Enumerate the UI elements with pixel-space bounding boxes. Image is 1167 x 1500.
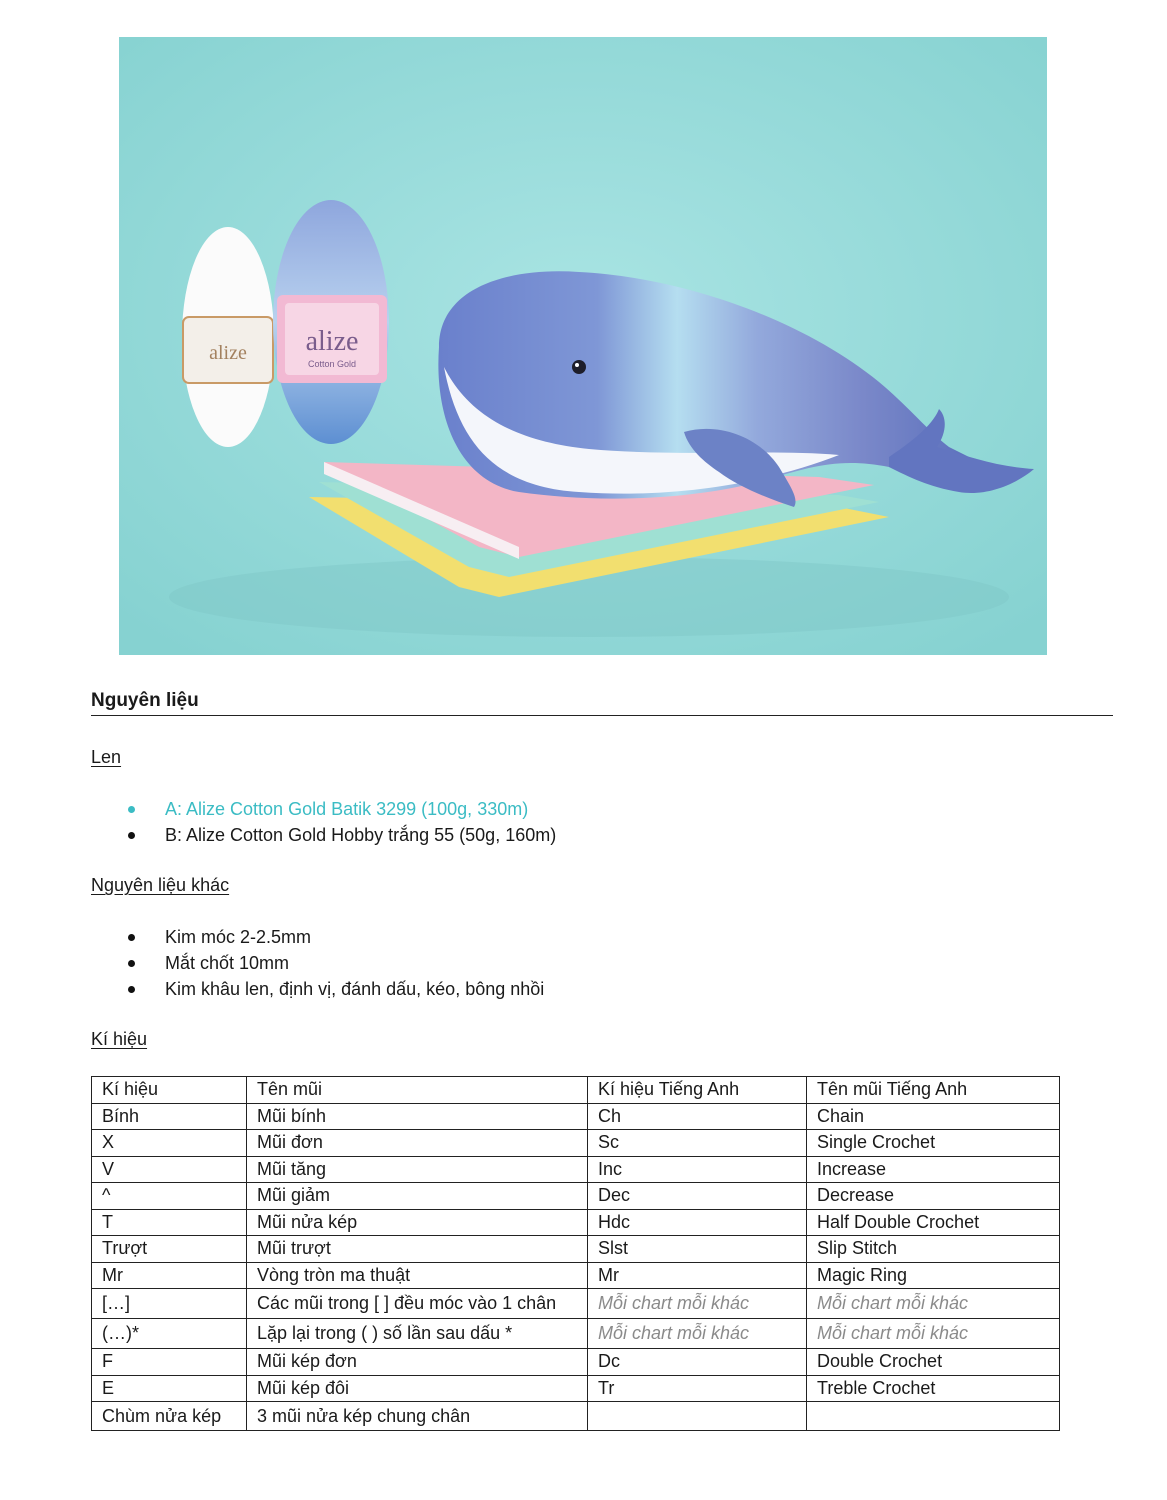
table-row [92,1130,1060,1157]
table-row [92,1183,1060,1210]
table-cell: Chain [807,1103,1060,1130]
list-item: Kim khâu len, định vị, đánh dấu, kéo, bông nhồi [128,976,544,1002]
table-row [92,1103,1060,1130]
table-cell: (…)* [92,1319,247,1349]
table-cell: T [92,1209,247,1236]
table-row [92,1402,1060,1431]
table-cell: Mũi nửa kép [247,1209,588,1236]
yarn1-brand-text: alize [209,342,247,364]
table-row [92,1156,1060,1183]
table-cell: E [92,1375,247,1402]
table-cell: Mũi giảm [247,1183,588,1210]
other-materials-list [128,924,544,1002]
table-cell: X [92,1130,247,1157]
whale-photo [119,37,1047,655]
table-cell: Mũi tăng [247,1156,588,1183]
table-row [92,1349,1060,1376]
table-cell: V [92,1156,247,1183]
table-cell: Double Crochet [807,1349,1060,1376]
table-cell: Tr [588,1375,807,1402]
table-cell: Magic Ring [807,1262,1060,1289]
section-title: Nguyên liệu [91,690,1113,716]
table-row [92,1375,1060,1402]
table-row [92,1236,1060,1263]
header-cell: Kí hiệu [92,1077,247,1104]
symbols-heading: Kí hiệu [91,1029,148,1049]
table-cell: Slip Stitch [807,1236,1060,1263]
table-cell: Bính [92,1103,247,1130]
yarn-heading: Len [91,747,122,767]
table-cell [807,1402,1060,1431]
white-yarn-skein [182,227,274,447]
table-cell: Dc [588,1349,807,1376]
table-cell: Slst [588,1236,807,1263]
table-cell: Trượt [92,1236,247,1263]
table-row [92,1289,1060,1319]
table-cell: Increase [807,1156,1060,1183]
table-header-row [92,1077,1060,1104]
header-cell: Kí hiệu Tiếng Anh [588,1077,807,1104]
table-cell: Mũi kép đôi [247,1375,588,1402]
table-cell: Mỗi chart mỗi khác [588,1289,807,1319]
table-cell: Chùm nửa kép [92,1402,247,1431]
table-row [92,1319,1060,1349]
table-cell: Mr [92,1262,247,1289]
table-cell: Mr [588,1262,807,1289]
list-item: B: Alize Cotton Gold Hobby trắng 55 (50g, 160m) [128,822,556,848]
table-cell: Mũi đơn [247,1130,588,1157]
list-item: Mắt chốt 10mm [128,950,544,976]
table-cell: Mỗi chart mỗi khác [807,1289,1060,1319]
table-row [92,1262,1060,1289]
table-cell: Mũi bính [247,1103,588,1130]
table-cell: Decrease [807,1183,1060,1210]
table-cell: Mỗi chart mỗi khác [807,1319,1060,1349]
other-materials-heading: Nguyên liệu khác [91,875,230,895]
symbols-table [91,1076,1060,1431]
table-cell: Vòng tròn ma thuật [247,1262,588,1289]
table-cell: Treble Crochet [807,1375,1060,1402]
header-cell: Tên mũi [247,1077,588,1104]
table-cell: Ch [588,1103,807,1130]
table-cell: Half Double Crochet [807,1209,1060,1236]
yarn-list [128,796,556,848]
table-cell: […] [92,1289,247,1319]
table-cell: Sc [588,1130,807,1157]
list-item: Kim móc 2-2.5mm [128,924,544,950]
table-cell: Mũi trượt [247,1236,588,1263]
table-cell: ^ [92,1183,247,1210]
table-cell: Các mũi trong [ ] đều móc vào 1 chân [247,1289,588,1319]
header-cell: Tên mũi Tiếng Anh [807,1077,1060,1104]
table-cell: Mỗi chart mỗi khác [588,1319,807,1349]
table-cell [588,1402,807,1431]
table-cell: Hdc [588,1209,807,1236]
table-cell: Inc [588,1156,807,1183]
table-cell: F [92,1349,247,1376]
table-cell: Single Crochet [807,1130,1060,1157]
table-cell: 3 mũi nửa kép chung chân [247,1402,588,1431]
list-item: A: Alize Cotton Gold Batik 3299 (100g, 330m) [128,796,556,822]
table-cell: Dec [588,1183,807,1210]
yarn2-brand-text: alize [305,326,359,357]
table-row [92,1209,1060,1236]
yarn2-product-text: Cotton Gold [307,359,357,369]
table-cell: Lặp lại trong ( ) số lần sau dấu * [247,1319,588,1349]
blue-yarn-skein [273,200,389,444]
table-cell: Mũi kép đơn [247,1349,588,1376]
